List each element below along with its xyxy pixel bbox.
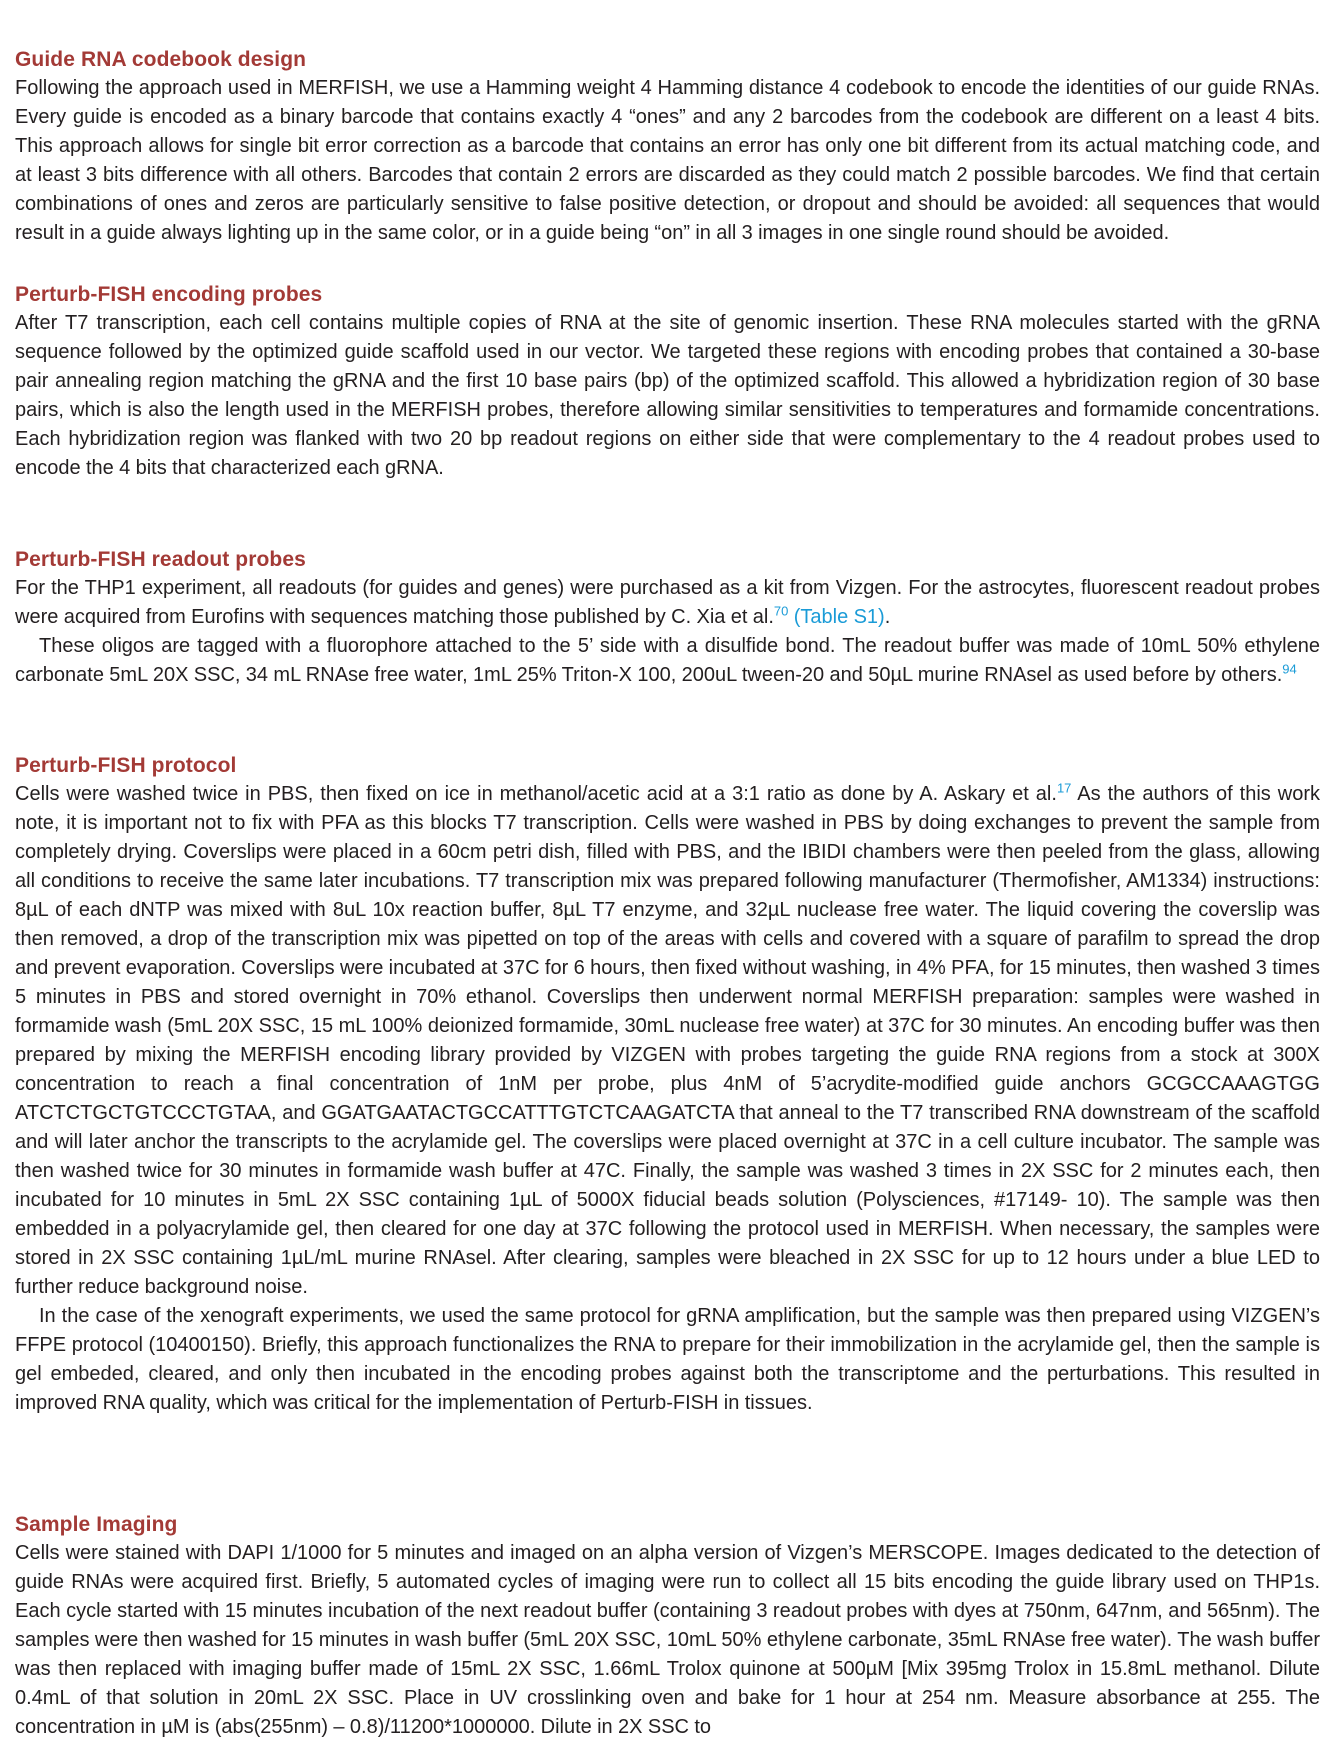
section-heading: Guide RNA codebook design [15, 48, 307, 71]
section-heading: Perturb-FISH encoding probes [15, 283, 323, 306]
citation-ref[interactable]: 17 [1056, 780, 1072, 796]
section-codebook [15, 45, 1320, 248]
paragraph [15, 574, 1320, 632]
paragraph [15, 780, 1320, 1302]
section-readout-probes [15, 545, 1320, 690]
citation-ref[interactable]: 94 [1282, 661, 1297, 677]
section-heading: Sample Imaging [15, 1513, 178, 1536]
paragraph-text: As the authors of this work note, it is important not to fix with PFA as this blocks T7 transcription. Cells were washed in PBS by doing exchanges to prevent the sample from completely drying. Coverslips were placed in a 60cm petri dish, filled with PBS, and the IBIDI chambers were then peeled from the glass, allowing all conditions to receive the same later incubations. T7 transcription mix was prepared following manufacturer (Thermofisher, AM1334) instructions: 8µL of each dNTP was mixed with 8uL 10x reaction buffer, 8µL T7 enzyme, and 32µL nuclease free water. The liquid covering the coverslip was then removed, a drop of the transcription mix was pipetted on top of the areas with cells and covered with a square of parafilm to spread the drop and prevent evaporation. Coverslips were incubated at 37C for 6 hours, then fixed without washing, in 4% PFA, for 15 minutes, then washed 3 times 5 minutes in PBS and stored overnight in 70% ethanol. Coverslips then underwent normal MERFISH preparation: samples were washed in formamide wash (5mL 20X SSC, 15 mL 100% deionized formamide, 30mL nuclease free water) at 37C for 30 minutes. An encoding buffer was then prepared by mixing the MERFISH encoding library provided by VIZGEN with probes targeting the guide RNA regions from a stock at 300X concentration to reach a final concentration of 1nM per probe, plus 4nM of 5’acrydite-modified guide anchors GCGCCAAAGTGG ATCTCTGCTGTCCCTGTAA, and GGATGAATACTGCCATTTGTCTCAAGATCTA that anneal to the T7 transcribed RNA downstream of the scaffold and will later anchor the transcripts to the acrylamide gel. The coverslips were placed overnight at 37C in a cell culture incubator. The sample was then washed twice for 30 minutes in formamide wash buffer at 47C. Finally, the sample was washed 3 times in 2X SSC for 2 minutes each, then incubated for 10 minutes in 5mL 2X SSC containing 1µL of 5000X fiducial beads solution (Polysciences, #17149- 10). The sample was then embedded in a polyacrylamide gel, then cleared for one day at 37C following the protocol used in MERFISH. When necessary, the samples were stored in 2X SSC containing 1µL/mL murine RNAsel. After clearing, samples were bleached in 2X SSC for up to 12 hours under a blue LED to further reduce background noise. [15, 783, 1320, 1298]
paragraph: Following the approach used in MERFISH, we use a Hamming weight 4 Hamming distance 4 codebook to encode the identities of our guide RNAs. Every guide is encoded as a binary barcode that contains exactly 4 “ones” and any 2 barcodes from the codebook are different on a least 4 bits. This approach allows for single bit error correction as a barcode that contains an error has only one bit different from its actual matching code, and at least 3 bits difference with all others. Barcodes that contain 2 errors are discarded as they could match 2 possible barcodes. We find that certain combinations of ones and zeros are particularly sensitive to false positive detection, or dropout and should be avoided: all sequences that would result in a guide always lighting up in the same color, or in a guide being “on” in all 3 images in one single round should be avoided. [15, 77, 1320, 244]
paragraph-text: . [884, 606, 891, 628]
paragraph: In the case of the xenograft experiments, we used the same protocol for gRNA amplification, but the sample was then prepared using VIZGEN’s FFPE protocol (10400150). Briefly, this approach functionalizes the RNA to prepare for their immobilization in the acrylamide gel, then the sample is gel embeded, cleared, and only then incubated in the encoding probes against both the transcriptome and the perturbations. This resulted in improved RNA quality, which was critical for the implementation of Perturb-FISH in tissues. [15, 1305, 1320, 1414]
citation-ref[interactable]: 70 [773, 603, 789, 619]
paragraph: Cells were stained with DAPI 1/1000 for 5 minutes and imaged on an alpha version of Vizgen’s MERSCOPE. Images dedicated to the detection of guide RNAs were acquired first. Briefly, 5 automated cycles of imaging were run to collect all 15 bits encoding the guide library used on THP1s. Each cycle started with 15 minutes incubation of the next readout buffer (containing 3 readout probes with dyes at 750nm, 647nm, and 565nm). The samples were then washed for 15 minutes in wash buffer (5mL 20X SSC, 10mL 50% ethylene carbonate, 35mL RNAse free water). The wash buffer was then replaced with imaging buffer made of 15mL 2X SSC, 1.66mL Trolox quinone at 500µM [Mix 395mg Trolox in 15.8mL methanol. Dilute 0.4mL of that solution in 20mL 2X SSC. Place in UV crosslinking oven and bake for 1 hour at 254 nm. Measure absorbance at 255. The concentration in µM is (abs(255nm) – 0.8)/11200*1000000. Dilute in 2X SSC to [15, 1542, 1320, 1738]
paragraph [15, 632, 1320, 690]
paragraph-text: For the THP1 experiment, all readouts (for guides and genes) were purchased as a kit from Vizgen. For the astrocytes, fluorescent readout probes were acquired from Eurofins with sequences matching those published by C. Xia et al. [15, 577, 1320, 628]
table-link[interactable]: (Table S1) [793, 606, 885, 628]
section-heading: Perturb-FISH protocol [15, 754, 237, 777]
paragraph-text: Cells were washed twice in PBS, then fixed on ice in methanol/acetic acid at a 3:1 ratio as done by A. Askary et al. [15, 783, 1057, 805]
paragraph-text: These oligos are tagged with a fluorophore attached to the 5’ side with a disulfide bond. The readout buffer was made of 10mL 50% ethylene carbonate 5mL 20X SSC, 34 mL RNAse free water, 1mL 25% Triton-X 100, 200uL tween-20 and 50µL murine RNAsel as used before by others. [15, 635, 1320, 686]
section-heading: Perturb-FISH readout probes [15, 548, 306, 571]
section-encoding-probes [15, 280, 1320, 483]
section-sample-imaging [15, 1510, 1320, 1742]
section-protocol [15, 751, 1320, 1418]
paragraph: After T7 transcription, each cell contains multiple copies of RNA at the site of genomic insertion. These RNA molecules started with the gRNA sequence followed by the optimized guide scaffold used in our vector. We targeted these regions with encoding probes that contained a 30-base pair annealing region matching the gRNA and the first 10 base pairs (bp) of the optimized scaffold. This allowed a hybridization region of 30 base pairs, which is also the length used in the MERFISH probes, therefore allowing similar sensitivities to temperatures and formamide concentrations. Each hybridization region was flanked with two 20 bp readout regions on either side that were complementary to the 4 readout probes used to encode the 4 bits that characterized each gRNA. [15, 312, 1320, 479]
